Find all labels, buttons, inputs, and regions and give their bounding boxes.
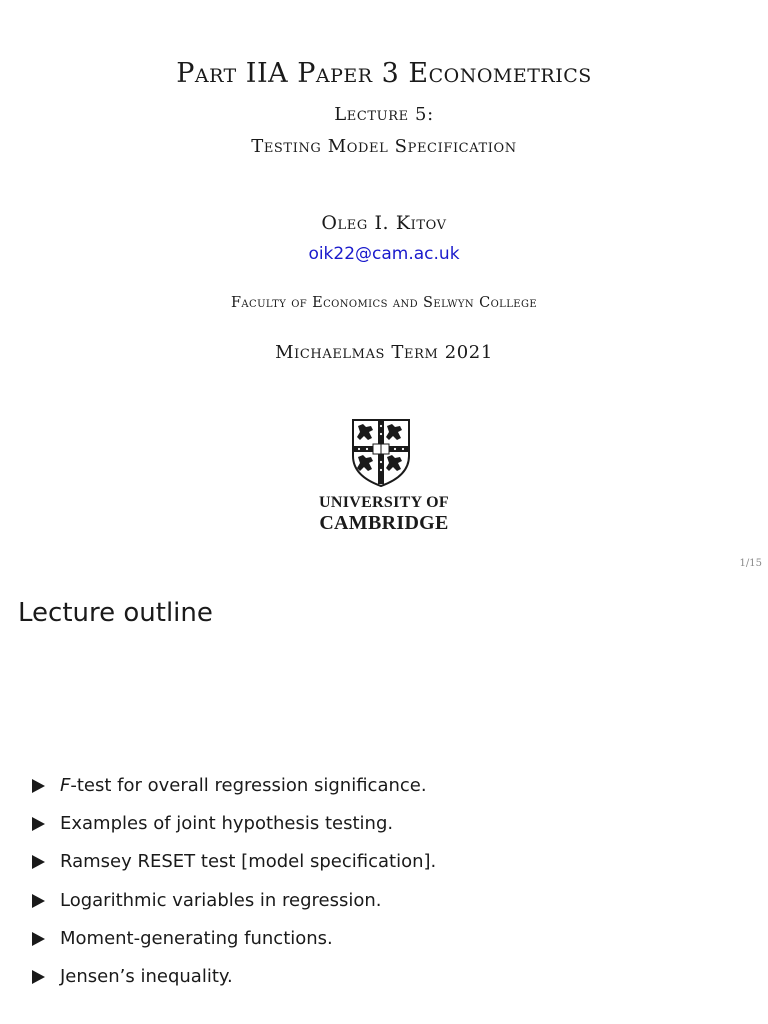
lecture-name: Testing Model Specification [251,136,517,157]
author-name: Oleg I. Kitov [321,212,447,234]
author-email-link[interactable]: oik22@cam.ac.uk [308,244,460,264]
triangle-right-icon [32,932,45,946]
item-text: Examples of joint hypothesis testing. [60,812,394,834]
triangle-right-icon [32,779,45,793]
university-name-line1: UNIVERSITY OF [319,494,449,511]
list-item [32,881,436,919]
university-crest-icon [351,418,411,488]
item-text: Jensen’s inequality. [60,966,233,988]
university-name-line2: CAMBRIDGE [319,512,449,534]
university-logo [300,416,468,540]
outline-title: Lecture outline [18,598,213,628]
presentation-title: Part IIA Paper 3 Econometrics [176,58,592,89]
list-item [32,919,436,957]
item-lead: F [60,774,71,796]
item-text: Logarithmic variables in regression. [60,889,382,911]
item-text: Moment-generating functions. [60,927,333,949]
item-text: Ramsey RESET test [model specification]. [60,851,437,873]
list-item [32,766,436,804]
item-text: -test for overall regression significance. [70,774,427,796]
term: Michaelmas Term 2021 [275,342,493,363]
list-item [32,843,436,881]
triangle-right-icon [32,970,45,984]
triangle-right-icon [32,817,45,831]
triangle-right-icon [32,894,45,908]
page-number: 1/15 [739,558,762,569]
list-item [32,804,436,842]
triangle-right-icon [32,855,45,869]
list-item [32,957,436,995]
outline-slide [0,580,768,1024]
lecture-number: Lecture 5: [334,104,434,125]
affiliation: Faculty of Economics and Selwyn College [230,295,538,311]
outline-list [32,766,436,996]
